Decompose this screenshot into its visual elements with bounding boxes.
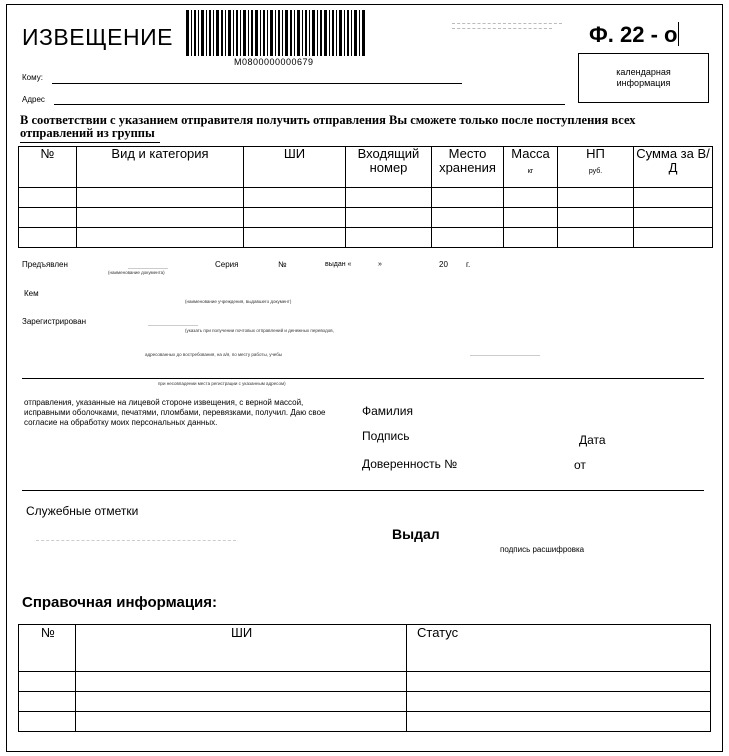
- calendar-info-box: [578, 53, 709, 103]
- address-divider: [22, 378, 704, 379]
- barcode-image: [186, 10, 366, 56]
- ref-col-number: №: [19, 625, 76, 672]
- table-row: [19, 692, 711, 712]
- sign-decode-label: подпись расшифровка: [500, 545, 585, 554]
- registered-label: Зарегистрирован: [22, 317, 87, 326]
- col-sum: Сумма за В/Д: [634, 147, 713, 188]
- by-whom-hint: (наименование учреждения, выдавшего документ): [185, 299, 292, 304]
- col-np-label: НП: [586, 146, 605, 161]
- year-suffix: г.: [466, 260, 471, 269]
- date-label: Дата: [579, 433, 606, 447]
- from-label: от: [574, 458, 586, 472]
- items-table: [18, 146, 713, 248]
- barcode-number: M0800000000679: [234, 57, 314, 67]
- mass-unit: кг: [527, 168, 534, 175]
- to-label: Кому:: [22, 73, 43, 82]
- notice-underline: [20, 142, 160, 143]
- col-barcode: ШИ: [244, 147, 346, 188]
- address-line[interactable]: [54, 104, 565, 105]
- registered-line-2[interactable]: [470, 355, 540, 356]
- col-np: [558, 147, 634, 188]
- col-mass: [504, 147, 558, 188]
- reference-title: Справочная информация:: [22, 594, 218, 611]
- year-label: 20: [439, 260, 448, 269]
- group-notice: В соответствии с указанием отправителя получить отправления Вы сможете только после поступления всех отправлений из группы: [20, 113, 636, 140]
- form-title: ИЗВЕЩЕНИЕ: [22, 24, 173, 50]
- issued-label: выдан «: [325, 261, 352, 268]
- table-row: [19, 228, 713, 248]
- to-line[interactable]: [52, 83, 462, 84]
- col-storage: Место хранения: [432, 147, 504, 188]
- col-mass-label: Масса: [511, 146, 550, 161]
- col-type: Вид и категория: [77, 147, 244, 188]
- by-whom-label: Кем: [24, 289, 39, 298]
- table-row: [19, 672, 711, 692]
- registered-line[interactable]: [148, 325, 198, 326]
- service-marks-label: Служебные отметки: [26, 504, 139, 518]
- items-table-header: [19, 147, 713, 188]
- text-cursor: [678, 22, 679, 46]
- table-row: [19, 712, 711, 732]
- col-number: №: [19, 147, 77, 188]
- agreement-text: отправления, указанные на лицевой стороне извещения, с верной массой, исправными оболочками, печатями, пломбами, перевязками, получил. Даю свое согласие на обработку моих персональных данных.: [24, 398, 326, 427]
- registered-hint-2: адресованных до востребования, на а/я, по месту работы, учебы: [145, 352, 283, 357]
- signature-label: Подпись: [362, 429, 410, 443]
- receipt-divider: [22, 490, 704, 491]
- address-label: Адрес: [22, 95, 45, 104]
- presented-line[interactable]: [128, 268, 168, 269]
- registered-hint: (указать при получении почтовых отправлений и денежных переводов,: [185, 328, 334, 333]
- address-hint: при несовпадении места регистрации с указанным адресом): [158, 381, 286, 386]
- table-row: [19, 188, 713, 208]
- ref-col-barcode: ШИ: [76, 625, 407, 672]
- issued-mid: »: [378, 261, 382, 268]
- faded-logo: [452, 22, 562, 29]
- service-marks-line[interactable]: [36, 540, 236, 541]
- col-incoming: Входящий номер: [346, 147, 432, 188]
- series-label: Серия: [215, 260, 239, 269]
- surname-label: Фамилия: [362, 404, 413, 418]
- presented-label: Предъявлен: [22, 260, 68, 269]
- proxy-label: Доверенность №: [362, 457, 458, 471]
- form-code: Ф. 22 - о: [589, 22, 678, 47]
- ref-col-status: Статус: [407, 625, 711, 672]
- number-label: №: [278, 260, 287, 269]
- doc-name-hint: (наименование документа): [108, 270, 165, 275]
- reference-table-header: [19, 625, 711, 672]
- np-unit: руб.: [588, 168, 603, 175]
- reference-table: [18, 624, 711, 732]
- issued-by-label: Выдал: [392, 526, 440, 542]
- calendar-info-label: календарная информация: [616, 67, 671, 88]
- table-row: [19, 208, 713, 228]
